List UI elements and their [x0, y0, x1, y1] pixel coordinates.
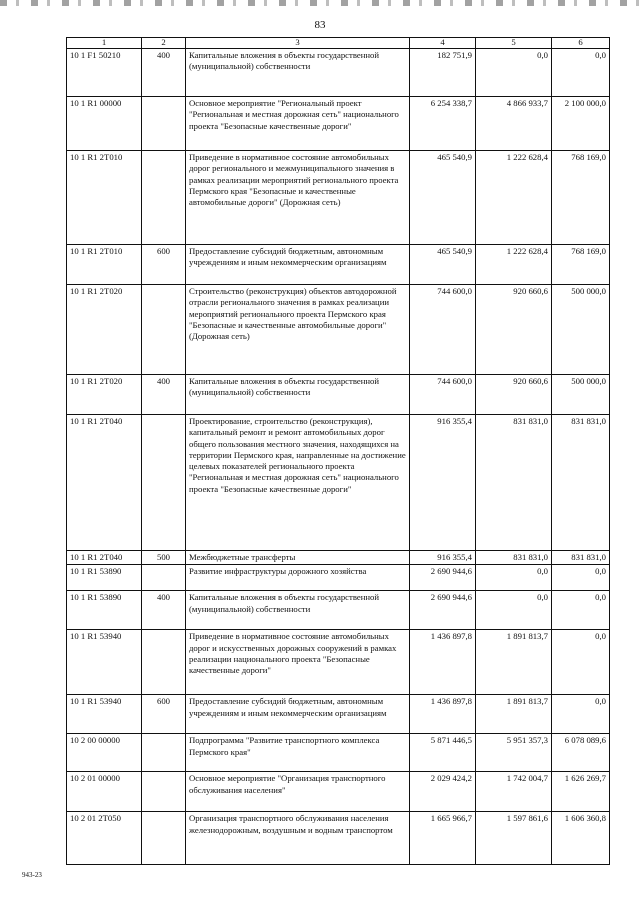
cell-code: 10 1 R1 53890 [67, 591, 142, 630]
cell-expense-type [142, 772, 186, 812]
table-row [67, 695, 610, 734]
cell-name: Строительство (реконструкция) объектов автодорожной отрасли регионального значения в рамках реализации мероприятий регионального проекта Пермского края "Безопасные и качественные автомобильные дороги" (Дорожная сеть) [186, 285, 410, 375]
footer-code: 943-23 [22, 871, 42, 879]
col-header-2: 2 [142, 38, 186, 49]
cell-expense-type [142, 285, 186, 375]
cell-name: Капитальные вложения в объекты государственной (муниципальной) собственности [186, 591, 410, 630]
table-row [67, 591, 610, 630]
table-row [67, 630, 610, 695]
cell-value-4: 1 436 897,8 [410, 630, 476, 695]
cell-value-6: 0,0 [552, 695, 610, 734]
cell-value-5: 4 866 933,7 [476, 97, 552, 151]
cell-value-6: 0,0 [552, 49, 610, 97]
cell-value-5: 920 660,6 [476, 375, 552, 415]
cell-value-5: 920 660,6 [476, 285, 552, 375]
cell-name: Развитие инфраструктуры дорожного хозяйства [186, 565, 410, 591]
cell-expense-type: 400 [142, 49, 186, 97]
table-row [67, 285, 610, 375]
cell-expense-type: 400 [142, 375, 186, 415]
cell-value-6: 831 831,0 [552, 551, 610, 565]
cell-value-6: 6 078 089,6 [552, 734, 610, 772]
cell-code: 10 1 F1 50210 [67, 49, 142, 97]
cell-value-4: 6 254 338,7 [410, 97, 476, 151]
col-header-3: 3 [186, 38, 410, 49]
table-row [67, 551, 610, 565]
cell-code: 10 1 R1 53940 [67, 695, 142, 734]
cell-name: Предоставление субсидий бюджетным, автономным учреждениям и иным некоммерческим организациям [186, 245, 410, 285]
table-row [67, 49, 610, 97]
col-header-1: 1 [67, 38, 142, 49]
cell-value-4: 1 665 966,7 [410, 812, 476, 865]
cell-value-5: 5 951 357,3 [476, 734, 552, 772]
cell-value-4: 1 436 897,8 [410, 695, 476, 734]
cell-expense-type [142, 97, 186, 151]
cell-name: Организация транспортного обслуживания населения железнодорожным, воздушным и водным транспортом [186, 812, 410, 865]
cell-value-4: 5 871 446,5 [410, 734, 476, 772]
cell-value-6: 768 169,0 [552, 245, 610, 285]
cell-value-4: 2 690 944,6 [410, 565, 476, 591]
page-number: 83 [314, 19, 326, 31]
table-row [67, 772, 610, 812]
cell-name: Капитальные вложения в объекты государственной (муниципальной) собственности [186, 49, 410, 97]
cell-expense-type [142, 630, 186, 695]
cell-expense-type: 500 [142, 551, 186, 565]
cell-name: Проектирование, строительство (реконструкция), капитальный ремонт и ремонт автомобильных дорог общего пользования местного значения, находящихся на территории Пермского края, направленные на достижение целевых показателей регионального проекта "Региональная и местная дорожная сеть" национального проекта "Безопасные качественные дороги" [186, 415, 410, 551]
cell-value-6: 0,0 [552, 630, 610, 695]
cell-code: 10 1 R1 2T010 [67, 151, 142, 245]
cell-expense-type [142, 812, 186, 865]
cell-value-4: 182 751,9 [410, 49, 476, 97]
table-row [67, 415, 610, 551]
cell-name: Основное мероприятие "Организация транспортного обслуживания населения" [186, 772, 410, 812]
cell-value-5: 1 891 813,7 [476, 630, 552, 695]
table-row [67, 812, 610, 865]
table-row [67, 245, 610, 285]
cell-value-6: 500 000,0 [552, 285, 610, 375]
budget-table [66, 37, 610, 865]
cell-name: Приведение в нормативное состояние автомобильных дорог и искусственных дорожных сооружений в рамках реализации национального проекта "Безопасные качественные дороги" [186, 630, 410, 695]
cell-name: Основное мероприятие "Региональный проект "Региональная и местная дорожная сеть" национального проекта "Безопасные качественные дороги" [186, 97, 410, 151]
cell-value-4: 2 690 944,6 [410, 591, 476, 630]
cell-expense-type: 400 [142, 591, 186, 630]
cell-value-4: 2 029 424,2 [410, 772, 476, 812]
cell-value-6: 2 100 000,0 [552, 97, 610, 151]
cell-value-5: 1 742 004,7 [476, 772, 552, 812]
cell-value-5: 831 831,0 [476, 415, 552, 551]
cell-value-6: 831 831,0 [552, 415, 610, 551]
cell-expense-type [142, 565, 186, 591]
scan-artifact [0, 0, 640, 6]
cell-value-6: 1 626 269,7 [552, 772, 610, 812]
cell-expense-type: 600 [142, 245, 186, 285]
cell-name: Капитальные вложения в объекты государственной (муниципальной) собственности [186, 375, 410, 415]
cell-code: 10 2 00 00000 [67, 734, 142, 772]
col-header-5: 5 [476, 38, 552, 49]
cell-value-6: 768 169,0 [552, 151, 610, 245]
cell-value-5: 1 222 628,4 [476, 151, 552, 245]
cell-code: 10 1 R1 53940 [67, 630, 142, 695]
cell-name: Приведение в нормативное состояние автомобильных дорог регионального и межмуниципального значения в рамках реализации мероприятий регионального проекта Пермского края "Безопасные и качественные автомобильные дороги" (Дорожная сеть) [186, 151, 410, 245]
cell-code: 10 1 R1 53890 [67, 565, 142, 591]
cell-code: 10 1 R1 00000 [67, 97, 142, 151]
cell-code: 10 2 01 2T050 [67, 812, 142, 865]
cell-value-6: 0,0 [552, 565, 610, 591]
cell-value-4: 916 355,4 [410, 551, 476, 565]
cell-expense-type [142, 151, 186, 245]
cell-value-6: 0,0 [552, 591, 610, 630]
cell-code: 10 1 R1 2T040 [67, 415, 142, 551]
cell-value-6: 1 606 360,8 [552, 812, 610, 865]
col-header-6: 6 [552, 38, 610, 49]
cell-code: 10 1 R1 2T040 [67, 551, 142, 565]
cell-expense-type [142, 415, 186, 551]
cell-value-4: 916 355,4 [410, 415, 476, 551]
cell-value-5: 1 891 813,7 [476, 695, 552, 734]
cell-name: Межбюджетные трансферты [186, 551, 410, 565]
cell-value-5: 1 597 861,6 [476, 812, 552, 865]
header-row [67, 38, 610, 49]
table-row [67, 97, 610, 151]
cell-value-6: 500 000,0 [552, 375, 610, 415]
cell-value-4: 744 600,0 [410, 375, 476, 415]
table-row [67, 375, 610, 415]
cell-value-4: 465 540,9 [410, 245, 476, 285]
table-row [67, 151, 610, 245]
cell-expense-type [142, 734, 186, 772]
cell-code: 10 1 R1 2T010 [67, 245, 142, 285]
cell-value-5: 831 831,0 [476, 551, 552, 565]
cell-code: 10 2 01 00000 [67, 772, 142, 812]
cell-value-5: 0,0 [476, 591, 552, 630]
cell-value-5: 0,0 [476, 49, 552, 97]
cell-value-5: 1 222 628,4 [476, 245, 552, 285]
col-header-4: 4 [410, 38, 476, 49]
cell-code: 10 1 R1 2T020 [67, 375, 142, 415]
cell-value-4: 465 540,9 [410, 151, 476, 245]
cell-value-4: 744 600,0 [410, 285, 476, 375]
cell-value-5: 0,0 [476, 565, 552, 591]
table-row [67, 734, 610, 772]
table-row [67, 565, 610, 591]
cell-code: 10 1 R1 2T020 [67, 285, 142, 375]
cell-name: Подпрограмма "Развитие транспортного комплекса Пермского края" [186, 734, 410, 772]
cell-expense-type: 600 [142, 695, 186, 734]
cell-name: Предоставление субсидий бюджетным, автономным учреждениям и иным некоммерческим организациям [186, 695, 410, 734]
